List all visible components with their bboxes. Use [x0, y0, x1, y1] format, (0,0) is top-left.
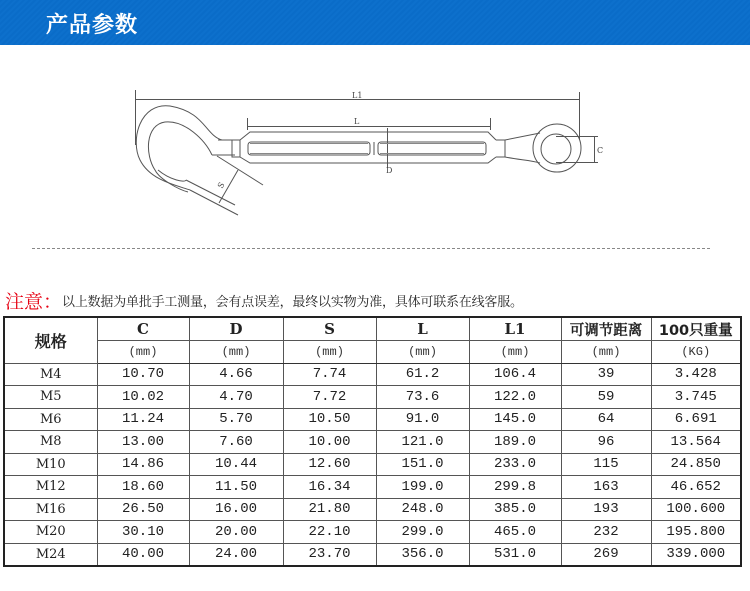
cell-size: M16 [4, 498, 97, 521]
cell-l1: 531.0 [469, 543, 561, 566]
cell-c: 10.02 [97, 386, 189, 409]
cell-l1: 122.0 [469, 386, 561, 409]
cell-weight: 195.800 [651, 521, 741, 544]
cell-d: 10.44 [189, 453, 283, 476]
cell-size: M20 [4, 521, 97, 544]
cell-adjustable-distance: 193 [561, 498, 651, 521]
cell-d: 11.50 [189, 476, 283, 499]
cell-weight: 46.652 [651, 476, 741, 499]
cell-s: 10.50 [283, 408, 376, 431]
note-label: 注意： [5, 291, 63, 313]
svg-text:L1: L1 [352, 91, 363, 100]
cell-weight: 13.564 [651, 431, 741, 454]
cell-l1: 233.0 [469, 453, 561, 476]
cell-weight: 6.691 [651, 408, 741, 431]
cell-d: 24.00 [189, 543, 283, 566]
cell-d: 20.00 [189, 521, 283, 544]
section-divider [32, 248, 710, 249]
page-title: 产品参数 [46, 13, 139, 38]
svg-text:D: D [386, 166, 393, 175]
col-header-l: L [376, 317, 469, 341]
col-header-weight-100pcs: 100只重量 [651, 317, 741, 341]
cell-adjustable-distance: 96 [561, 431, 651, 454]
cell-l: 73.6 [376, 386, 469, 409]
cell-size: M24 [4, 543, 97, 566]
cell-c: 13.00 [97, 431, 189, 454]
turnbuckle-diagram [0, 45, 750, 245]
cell-l: 91.0 [376, 408, 469, 431]
cell-l: 299.0 [376, 521, 469, 544]
cell-l1: 145.0 [469, 408, 561, 431]
cell-weight: 3.745 [651, 386, 741, 409]
col-header-adjustable-distance: 可调节距离 [561, 317, 651, 341]
note-text: 以上数据为单批手工测量，会有点误差，最终以实物为准，具体可联系在线客服。 [62, 295, 523, 310]
cell-adjustable-distance: 269 [561, 543, 651, 566]
cell-s: 10.00 [283, 431, 376, 454]
header-banner [0, 0, 750, 45]
cell-l: 121.0 [376, 431, 469, 454]
cell-s: 22.10 [283, 521, 376, 544]
cell-l1: 189.0 [469, 431, 561, 454]
measurement-note [5, 287, 523, 314]
table-row [4, 386, 741, 409]
cell-d: 4.70 [189, 386, 283, 409]
cell-l: 151.0 [376, 453, 469, 476]
cell-s: 16.34 [283, 476, 376, 499]
cell-size: M5 [4, 386, 97, 409]
cell-adjustable-distance: 115 [561, 453, 651, 476]
cell-size: M8 [4, 431, 97, 454]
cell-d: 4.66 [189, 363, 283, 386]
cell-l: 199.0 [376, 476, 469, 499]
cell-size: M4 [4, 363, 97, 386]
table-row [4, 363, 741, 386]
table-header-row [4, 317, 741, 341]
cell-l: 356.0 [376, 543, 469, 566]
svg-text:C: C [597, 146, 604, 155]
cell-d: 5.70 [189, 408, 283, 431]
cell-s: 7.74 [283, 363, 376, 386]
table-row [4, 498, 741, 521]
unit-c: (mm) [97, 341, 189, 364]
cell-d: 7.60 [189, 431, 283, 454]
table-row [4, 521, 741, 544]
cell-c: 26.50 [97, 498, 189, 521]
col-header-c: C [97, 317, 189, 341]
spec-table [3, 316, 742, 567]
svg-text:S: S [215, 180, 227, 190]
unit-weight: (KG) [651, 341, 741, 364]
cell-s: 21.80 [283, 498, 376, 521]
cell-l: 248.0 [376, 498, 469, 521]
cell-d: 16.00 [189, 498, 283, 521]
unit-s: (mm) [283, 341, 376, 364]
cell-l1: 465.0 [469, 521, 561, 544]
cell-c: 14.86 [97, 453, 189, 476]
cell-s: 7.72 [283, 386, 376, 409]
col-header-s: S [283, 317, 376, 341]
cell-weight: 3.428 [651, 363, 741, 386]
cell-s: 23.70 [283, 543, 376, 566]
cell-size: M10 [4, 453, 97, 476]
cell-s: 12.60 [283, 453, 376, 476]
table-unit-row [4, 341, 741, 364]
cell-size: M12 [4, 476, 97, 499]
cell-l1: 106.4 [469, 363, 561, 386]
unit-l: (mm) [376, 341, 469, 364]
cell-c: 11.24 [97, 408, 189, 431]
cell-l1: 299.8 [469, 476, 561, 499]
cell-adjustable-distance: 39 [561, 363, 651, 386]
cell-adjustable-distance: 232 [561, 521, 651, 544]
col-header-d: D [189, 317, 283, 341]
cell-size: M6 [4, 408, 97, 431]
table-row [4, 543, 741, 566]
unit-d: (mm) [189, 341, 283, 364]
cell-adjustable-distance: 59 [561, 386, 651, 409]
cell-c: 18.60 [97, 476, 189, 499]
cell-adjustable-distance: 64 [561, 408, 651, 431]
unit-adjustable-distance: (mm) [561, 341, 651, 364]
table-row [4, 431, 741, 454]
cell-c: 10.70 [97, 363, 189, 386]
table-row [4, 453, 741, 476]
cell-weight: 339.000 [651, 543, 741, 566]
cell-l: 61.2 [376, 363, 469, 386]
cell-l1: 385.0 [469, 498, 561, 521]
cell-adjustable-distance: 163 [561, 476, 651, 499]
cell-c: 40.00 [97, 543, 189, 566]
cell-weight: 100.600 [651, 498, 741, 521]
table-row [4, 476, 741, 499]
cell-weight: 24.850 [651, 453, 741, 476]
hook-eye-turnbuckle-drawing [0, 45, 750, 245]
cell-c: 30.10 [97, 521, 189, 544]
col-header-l1: L1 [469, 317, 561, 341]
table-row [4, 408, 741, 431]
col-header-spec: 规格 [4, 317, 97, 363]
unit-l1: (mm) [469, 341, 561, 364]
svg-text:L: L [354, 117, 360, 126]
